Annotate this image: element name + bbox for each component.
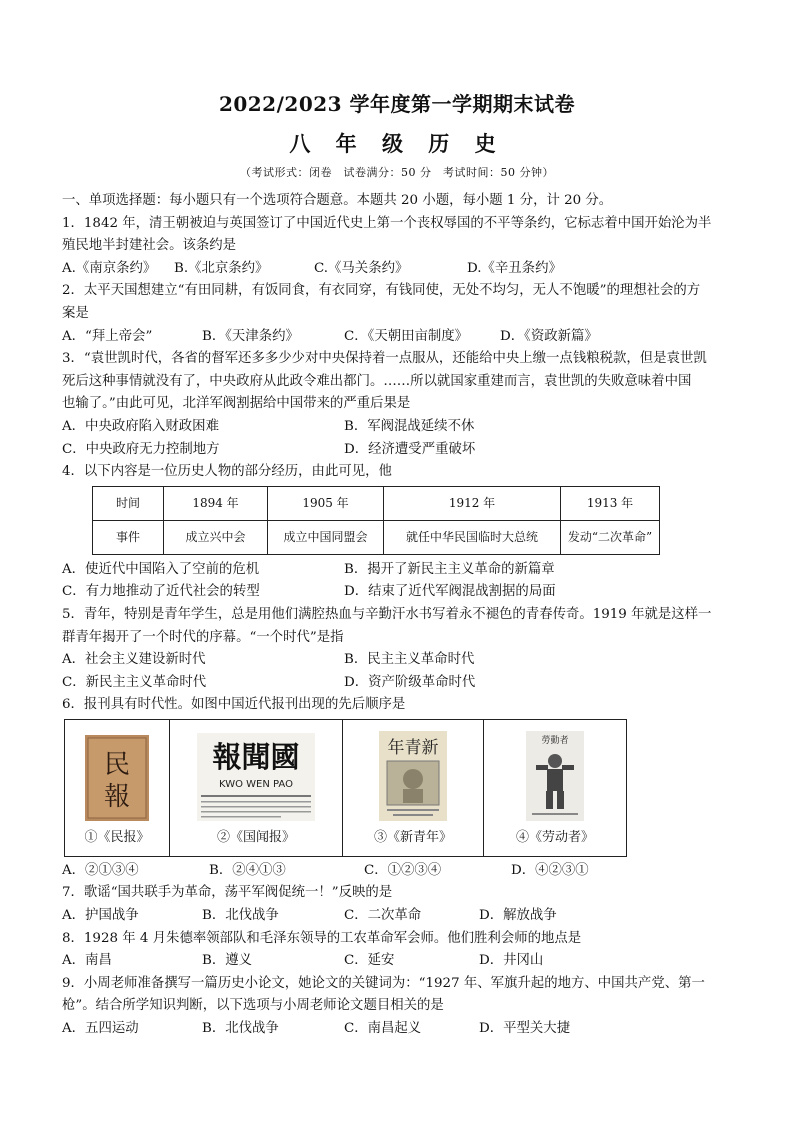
q8-option-d: D．井冈山 — [479, 953, 544, 969]
table-cell: 1912 年 — [384, 486, 561, 520]
q4-option-b: B．揭开了新民主主义革命的新篇章 — [344, 561, 555, 577]
q2-option-a: A．“拜上帝会” — [62, 328, 153, 344]
table-cell: 1905 年 — [268, 486, 384, 520]
q3-stem-line3: 也输了。”由此可见，北洋军阀割据给中国带来的严重后果是 — [62, 396, 411, 412]
q4-stem: 4．以下内容是一位历史人物的部分经历，由此可见，他 — [62, 464, 392, 480]
q6-option-c: C．①②③④ — [364, 862, 442, 878]
q4-option-c: C．有力地推动了近代社会的转型 — [62, 584, 260, 600]
newspaper-cell-2 — [170, 719, 343, 856]
table-cell: 1913 年 — [561, 486, 660, 520]
q8-option-a: A．南昌 — [62, 953, 112, 969]
q8-options — [62, 950, 734, 973]
exam-meta: （考试形式：闭卷 试卷满分：50 分 考试时间：50 分钟） — [240, 166, 554, 179]
table-cell: 1894 年 — [164, 486, 268, 520]
q3-options-row2 — [62, 439, 734, 462]
q4-timeline-table — [92, 486, 660, 555]
minbao-char-2: 報 — [103, 782, 131, 813]
q7-option-b: B．北伐战争 — [202, 908, 279, 924]
table-cell: 成立中国同盟会 — [268, 520, 384, 554]
q8-stem: 8．1928 年 4 月朱德率领部队和毛泽东领导的工农革命军会师。他们胜利会师的地点是 — [62, 930, 582, 946]
q6-option-d: D．④②③① — [511, 862, 589, 878]
q3-option-d: D．经济遭受严重破坏 — [344, 441, 476, 457]
newspaper-label-4: ④《劳动者》 — [515, 830, 594, 846]
table-cell: 就任中华民国临时大总统 — [384, 520, 561, 554]
q2-option-b: B．《天津条约》 — [202, 328, 299, 344]
q9-option-d: D．平型关大捷 — [479, 1021, 571, 1037]
q6-newspaper-images — [64, 719, 627, 857]
newspaper-label-1: ①《民报》 — [84, 830, 150, 846]
q6-option-b: B．②④①③ — [209, 862, 286, 878]
q1-stem-line1: 1．1842 年，清王朝被迫与英国签订了中国近代史上第一个丧权辱国的不平等条约，它标志着中国开始沦为半 — [62, 215, 712, 231]
q7-options — [62, 905, 734, 928]
q5-options-row2 — [62, 672, 734, 695]
q6-stem: 6．报刊具有时代性。如图中国近代报刊出现的先后顺序是 — [62, 697, 406, 713]
table-cell: 时间 — [93, 486, 164, 520]
table-row — [65, 719, 627, 856]
q2-option-d: D．《资政新篇》 — [500, 328, 598, 344]
q3-option-a: A．中央政府陷入财政困难 — [62, 418, 219, 434]
q1-option-d: D.《辛丑条约》 — [467, 260, 562, 276]
q9-option-b: B．北伐战争 — [202, 1021, 279, 1037]
q5-option-b: B．民主主义革命时代 — [344, 652, 475, 668]
q1-option-a: A.《南京条约》 — [62, 260, 157, 276]
q9-options — [62, 1018, 734, 1041]
q3-options-row1 — [62, 416, 734, 439]
guowenbao-english-text: KWO WEN PAO — [219, 779, 293, 791]
exam-subject: 八 年 级 历 史 — [289, 131, 505, 156]
q9-stem-line1: 9．小周老师准备撰写一篇历史小论文，她论文的关键词为：“1927 年、军旗升起的地方、中国共产党、第一 — [62, 975, 705, 991]
minbao-cover-image — [85, 735, 149, 821]
q2-option-c: C．《天朝田亩制度》 — [344, 328, 469, 344]
q3-stem-line1: 3．“袁世凯时代，各省的督军还多多少少对中央保持着一点服从，还能给中央上缴一点钱粮税款，但是袁世凯 — [62, 351, 707, 367]
q1-stem-line2: 殖民地半封建社会。该条约是 — [62, 238, 237, 254]
q7-option-c: C．二次革命 — [344, 908, 422, 924]
section-heading: 一、单项选择题：每小题只有一个选项符合题意。本题共 20 小题，每小题 1 分，计 20 分。 — [62, 193, 613, 208]
newspaper-cell-1 — [65, 719, 170, 856]
q1-option-c: C.《马关条约》 — [314, 260, 409, 276]
newspaper-label-3: ③《新青年》 — [373, 830, 452, 846]
table-row — [93, 520, 660, 554]
exam-body — [62, 190, 734, 1041]
q2-stem-line2: 案是 — [62, 305, 89, 321]
newspaper-cell-4 — [484, 719, 627, 856]
newspaper-cell-3 — [343, 719, 484, 856]
q4-option-a: A．使近代中国陷入了空前的危机 — [62, 561, 260, 577]
table-cell: 成立兴中会 — [164, 520, 268, 554]
guowenbao-masthead-image — [197, 733, 315, 821]
q4-options-row1 — [62, 559, 734, 582]
laodongzhe-title-text: 勞動者 — [541, 736, 569, 747]
q6-options — [62, 860, 734, 883]
table-row — [93, 486, 660, 520]
q5-option-c: C．新民主主义革命时代 — [62, 674, 207, 690]
q5-stem-line2: 群青年揭开了一个时代的序幕。“一个时代”是指 — [62, 629, 344, 645]
exam-title: 2022/2023 学年度第一学期期末试卷 — [218, 92, 576, 116]
q7-option-d: D．解放战争 — [479, 908, 557, 924]
q3-option-b: B．军阀混战延续不休 — [344, 418, 475, 434]
q8-option-c: C．延安 — [344, 953, 395, 969]
q9-stem-line2: 枪”。结合所学知识判断，以下选项与小周老师论文题目相关的是 — [62, 998, 444, 1014]
q1-option-b: B.《北京条约》 — [174, 260, 269, 276]
q7-option-a: A．护国战争 — [62, 908, 139, 924]
q6-option-a: A．②①③④ — [62, 862, 139, 878]
q5-options-row1 — [62, 649, 734, 672]
xinqingnian-title-text: 年青新 — [387, 738, 439, 759]
q4-options-row2 — [62, 581, 734, 604]
xinqingnian-cover-image — [379, 731, 447, 821]
guowenbao-title-text: 報聞國 — [212, 740, 300, 775]
q1-options — [62, 258, 734, 281]
q2-options — [62, 326, 734, 349]
table-cell: 事件 — [93, 520, 164, 554]
q3-stem-line2: 死后这种事情就没有了，中央政府从此政令难出都门。……所以就国家重建而言，袁世凯的失败意味着中国 — [62, 373, 692, 389]
q2-stem-line1: 2．太平天国想建立“有田同耕，有饭同食，有衣同穿，有钱同使，无处不均匀，无人不饱暖”的理想社会的方 — [62, 283, 701, 299]
table-cell: 发动“二次革命” — [561, 520, 660, 554]
q8-option-b: B．遵义 — [202, 953, 253, 969]
q5-option-a: A．社会主义建设新时代 — [62, 652, 206, 668]
q3-option-c: C．中央政府无力控制地方 — [62, 441, 220, 457]
q7-stem: 7．歌谣“国共联手为革命，荡平军阀促统一！”反映的是 — [62, 885, 393, 901]
newspaper-label-2: ②《国闻报》 — [216, 830, 295, 846]
q9-option-a: A．五四运动 — [62, 1021, 139, 1037]
minbao-char-1: 民 — [103, 750, 131, 781]
laodongzhe-cover-image — [526, 731, 584, 821]
q5-option-d: D．资产阶级革命时代 — [344, 674, 476, 690]
q9-option-c: C．南昌起义 — [344, 1021, 422, 1037]
q5-stem-line1: 5．青年，特别是青年学生，总是用他们满腔热血与辛勤汗水书写着永不褪色的青春传奇。1919 年就是这样一 — [62, 606, 712, 622]
q4-option-d: D．结束了近代军阀混战割据的局面 — [344, 584, 556, 600]
